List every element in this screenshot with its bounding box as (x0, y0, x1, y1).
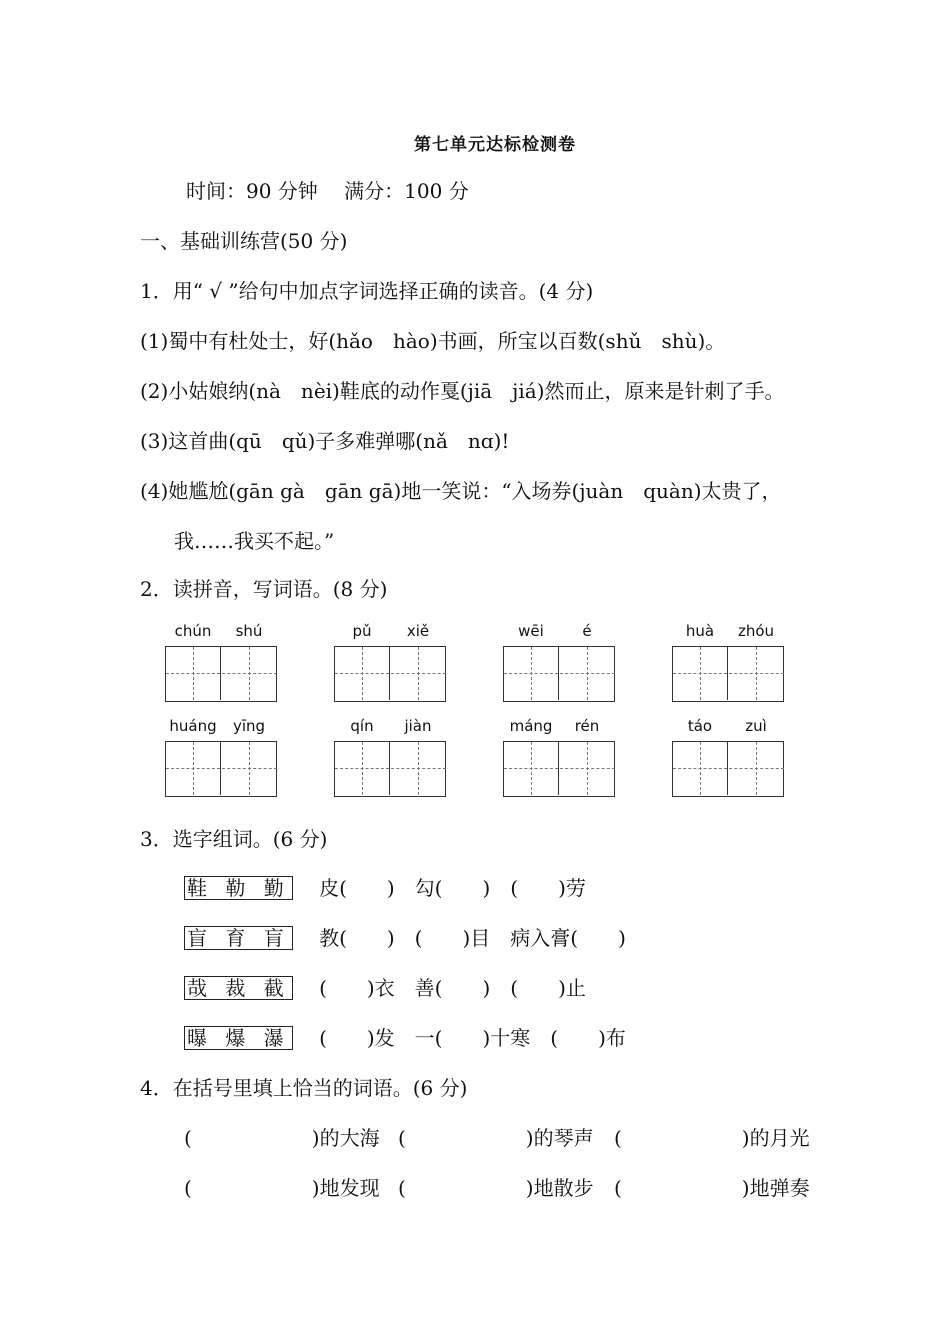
fill-blank[interactable]: ( )地弹奏 (614, 1176, 810, 1200)
character-choice-box: 哉 裁 截 (184, 976, 293, 1000)
grid-guide-horizontal (166, 673, 220, 674)
writing-grid[interactable] (503, 646, 615, 702)
grid-guide-horizontal (504, 768, 558, 769)
question-1-heading: 1．用“ √ ”给句中加点字词选择正确的读音。(4 分) (140, 279, 594, 303)
grid-guide-horizontal (222, 673, 277, 674)
word-blanks[interactable]: ( )衣 善( ) ( )止 (319, 976, 586, 1000)
writing-grid[interactable] (503, 741, 615, 797)
question-2-heading: 2．读拼音，写词语。(8 分) (140, 577, 388, 601)
pinyin-label: wēi (518, 622, 544, 640)
fill-blank[interactable]: ( )地发现 (184, 1176, 380, 1200)
fill-blank-row (184, 1125, 810, 1151)
writing-grid[interactable] (165, 646, 277, 702)
pinyin-label: máng (509, 717, 553, 735)
grid-cell[interactable] (504, 647, 559, 700)
grid-cell[interactable] (335, 742, 390, 795)
character-choice-box: 盲 育 肓 (184, 926, 293, 950)
grid-guide-horizontal (729, 768, 784, 769)
page-title: 第七单元达标检测卷 (414, 135, 576, 155)
writing-grid[interactable] (672, 741, 784, 797)
grid-guide-horizontal (222, 768, 277, 769)
character-choice-box: 鞋 勒 勤 (184, 876, 293, 900)
grid-guide-horizontal (673, 768, 727, 769)
fill-blank[interactable]: ( )的月光 (614, 1126, 810, 1150)
pinyin-label: shú (235, 622, 263, 640)
section-heading: 一、基础训练营(50 分) (140, 229, 348, 253)
pinyin-label: xiě (406, 622, 430, 640)
pinyin-label: jiàn (404, 717, 432, 735)
pinyin-label: yīng (232, 717, 266, 735)
pinyin-label: táo (687, 717, 713, 735)
grid-guide-horizontal (504, 673, 558, 674)
question-1-item: (1)蜀中有杜处士，好(hǎo hào)书画，所宝以百数(shǔ shù)。 (140, 329, 726, 353)
exam-meta: 时间：90 分钟 满分：100 分 (186, 179, 469, 203)
grid-cell[interactable] (166, 647, 221, 700)
grid-guide-horizontal (166, 768, 220, 769)
fill-blank-row (184, 1175, 810, 1201)
grid-cell[interactable] (222, 742, 277, 795)
grid-cell[interactable] (391, 742, 446, 795)
grid-guide-horizontal (335, 673, 389, 674)
grid-guide-horizontal (391, 673, 446, 674)
grid-guide-horizontal (673, 673, 727, 674)
pinyin-label: huáng (169, 717, 217, 735)
grid-cell[interactable] (560, 742, 615, 795)
grid-cell[interactable] (729, 742, 784, 795)
grid-guide-horizontal (335, 768, 389, 769)
question-4-heading: 4．在括号里填上恰当的词语。(6 分) (140, 1076, 468, 1100)
pinyin-label: pǔ (352, 622, 372, 640)
grid-cell[interactable] (560, 647, 615, 700)
word-choice-row (184, 875, 586, 901)
word-blanks[interactable]: ( )发 一( )十寒 ( )布 (319, 1026, 626, 1050)
grid-guide-horizontal (560, 673, 615, 674)
grid-cell[interactable] (673, 742, 728, 795)
pinyin-label: huà (685, 622, 715, 640)
fill-blank[interactable]: ( )地散步 (398, 1176, 594, 1200)
word-blanks[interactable]: 皮( ) 勾( ) ( )劳 (319, 876, 586, 900)
grid-cell[interactable] (166, 742, 221, 795)
word-blanks[interactable]: 教( ) ( )目 病入膏( ) (319, 926, 626, 950)
question-3-heading: 3．选字组词。(6 分) (140, 827, 328, 851)
grid-cell[interactable] (222, 647, 277, 700)
grid-cell[interactable] (729, 647, 784, 700)
pinyin-label: é (582, 622, 592, 640)
word-choice-row (184, 925, 626, 951)
fill-blank[interactable]: ( )的琴声 (398, 1126, 594, 1150)
grid-guide-horizontal (729, 673, 784, 674)
writing-grid[interactable] (165, 741, 277, 797)
writing-grid[interactable] (672, 646, 784, 702)
grid-cell[interactable] (391, 647, 446, 700)
grid-guide-horizontal (391, 768, 446, 769)
character-choice-box: 曝 爆 瀑 (184, 1026, 293, 1050)
grid-guide-horizontal (560, 768, 615, 769)
writing-grid[interactable] (334, 741, 446, 797)
question-1-item: (2)小姑娘纳(nà nèi)鞋底的动作戛(jiā jiá)然而止，原来是针刺了手。 (140, 379, 785, 403)
writing-grid[interactable] (334, 646, 446, 702)
pinyin-label: zhóu (737, 622, 775, 640)
pinyin-label: zuì (745, 717, 767, 735)
word-choice-row (184, 1025, 626, 1051)
pinyin-label: chún (174, 622, 212, 640)
grid-cell[interactable] (504, 742, 559, 795)
grid-cell[interactable] (673, 647, 728, 700)
fill-blank[interactable]: ( )的大海 (184, 1126, 380, 1150)
word-choice-row (184, 975, 586, 1001)
question-1-item: (4)她尴尬(gān gà gān gā)地一笑说：“入场券(juàn quàn)太贵了， (140, 479, 782, 503)
grid-cell[interactable] (335, 647, 390, 700)
pinyin-label: rén (574, 717, 600, 735)
question-1-item: (3)这首曲(qū qǔ)子多难弹哪(nǎ nɑ)! (140, 429, 510, 453)
question-1-item-continued: 我……我买不起。” (174, 529, 335, 553)
pinyin-label: qín (350, 717, 374, 735)
